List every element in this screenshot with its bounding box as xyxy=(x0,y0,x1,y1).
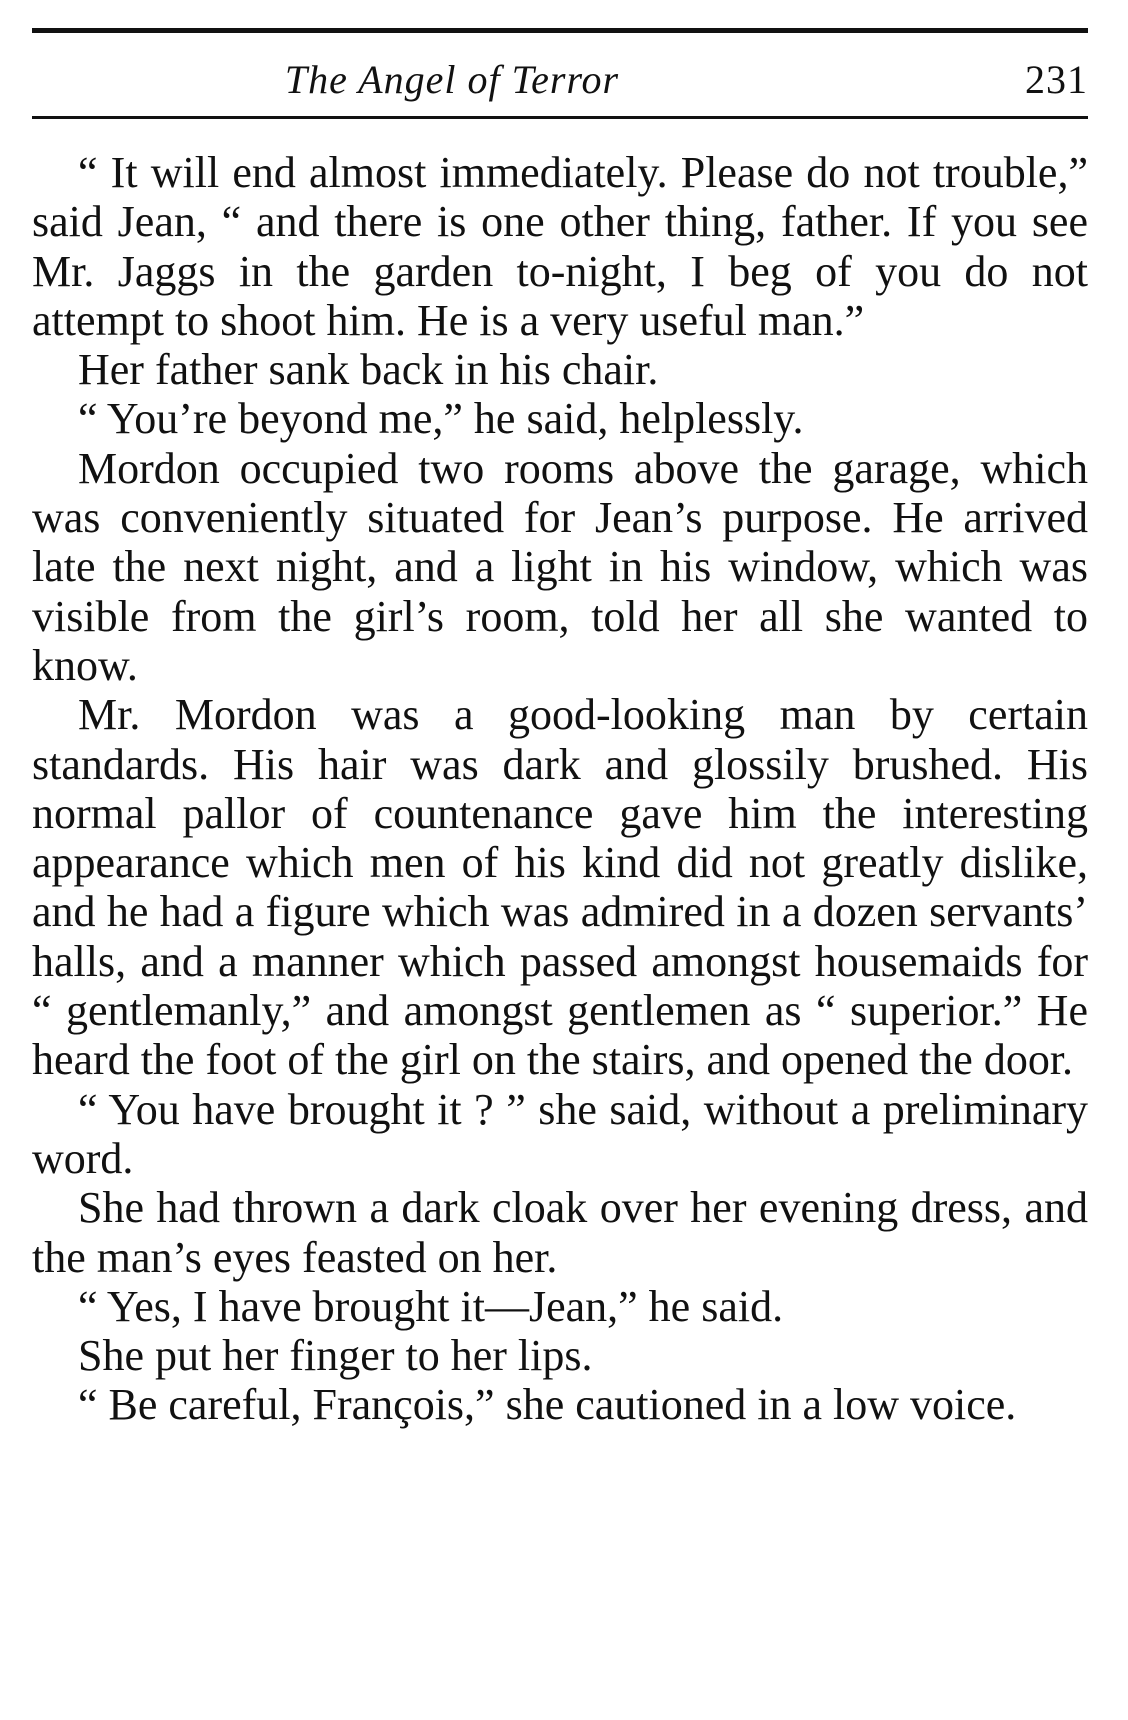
page-number: 231 xyxy=(1025,57,1088,102)
paragraph-10: “ Be careful, François,” she cautioned in a low voice. xyxy=(78,1380,1017,1430)
paragraph-3: “ You’re beyond me,” he said, helplessly. xyxy=(78,394,804,444)
paragraph-7: She had thrown a dark cloak over her evening dress, and the man’s eyes feasted on her. xyxy=(32,1183,1088,1282)
paragraph-2: Her father sank back in his chair. xyxy=(78,345,659,395)
paragraph-9: She put her finger to her lips. xyxy=(78,1331,593,1381)
paragraph-8: “ Yes, I have brought it—Jean,” he said. xyxy=(78,1281,784,1331)
paragraph-4: Mordon occupied two rooms above the garage, which was conveniently situated for Jean’s purpose. He arrived late the next night, and a light in his window, which was visible from the girl’s room, told her all she wanted to know. xyxy=(32,443,1088,690)
running-head xyxy=(32,50,1088,110)
paragraph-6: “ You have brought it ? ” she said, without a preliminary word. xyxy=(32,1084,1088,1183)
paragraph-5: Mr. Mordon was a good-looking man by certain standards. His hair was dark and glossily brushed. His normal pallor of countenance gave him the interesting appearance which men of his kind did not greatly dislike, and he had a figure which was admired in a dozen servants’ halls, and a manner which passed amongst housemaids for “ gentlemanly,” and amongst gentlemen as “ superior.” He heard the foot of the girl on the stairs, and opened the door. xyxy=(32,690,1088,1085)
running-title: The Angel of Terror xyxy=(284,57,620,102)
book-page xyxy=(32,0,1096,1720)
header-rule xyxy=(32,116,1088,119)
top-rule xyxy=(32,28,1088,33)
body-text xyxy=(32,148,1088,1430)
paragraph-1: “ It will end almost immediately. Please do not trouble,” said Jean, “ and there is one other thing, father. If you see Mr. Jaggs in the garden to-night, I beg of you do not attempt to shoot him. He is a very useful man.” xyxy=(32,148,1088,345)
